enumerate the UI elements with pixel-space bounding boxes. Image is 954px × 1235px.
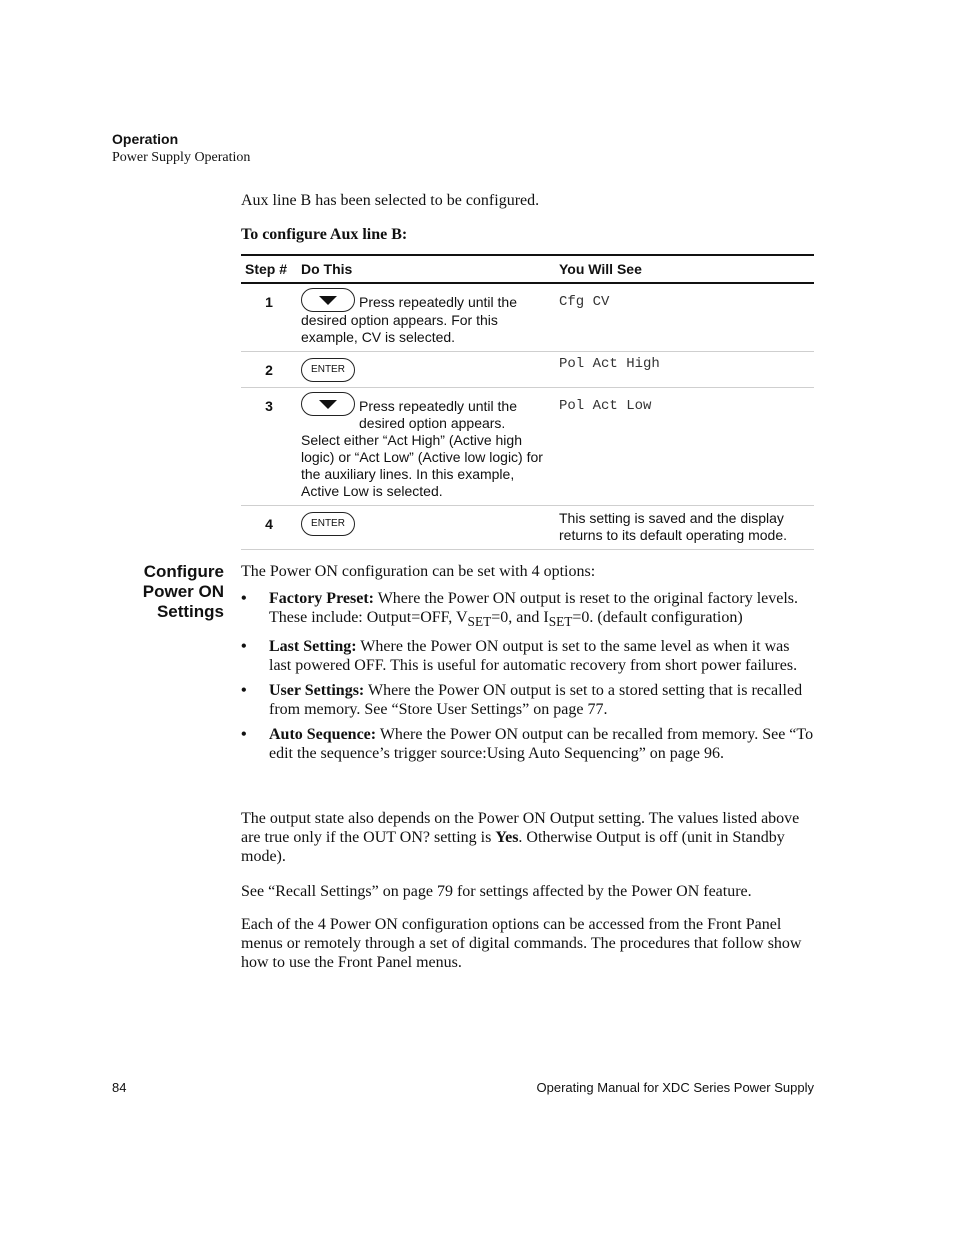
enter-key-icon: ENTER <box>301 512 355 536</box>
enter-key-icon: ENTER <box>301 358 355 382</box>
section-heading-line: Configure <box>143 562 224 581</box>
section-heading <box>120 562 224 622</box>
column-header-you-will-see: You Will See <box>555 255 814 283</box>
step-instruction <box>297 283 555 352</box>
intro-text: Aux line B has been selected to be configured. <box>241 192 540 209</box>
instruction-first-line: Press repeatedly until the <box>359 294 517 310</box>
instruction-first-line: Press repeatedly until the <box>359 398 517 414</box>
result-description: This setting is saved and the display returns to its default operating mode. <box>555 506 814 550</box>
table-row <box>241 506 814 550</box>
table-row <box>241 352 814 388</box>
step-number: 4 <box>241 506 297 550</box>
step-number: 2 <box>241 352 297 388</box>
paragraph-access: Each of the 4 Power ON configuration options can be accessed from the Front Panel menus or remotely through a set of digital commands. The procedures that follow show how to use the Front Panel menus. <box>241 916 802 971</box>
section-heading-line: Settings <box>156 602 224 621</box>
paragraph-recall-settings: See “Recall Settings” on page 79 for settings affected by the Power ON feature. <box>241 883 752 900</box>
bullet-icon: • <box>241 726 247 744</box>
list-item <box>241 637 814 675</box>
option-text: Where the Power ON output is set to a stored setting that is recalled from memory. See “Store User Settings” on page 77. <box>269 682 803 719</box>
step-instruction <box>297 388 555 506</box>
column-header-step: Step # <box>241 255 297 283</box>
down-arrow-key-icon <box>301 392 355 416</box>
list-item <box>241 725 814 763</box>
instruction-indent-line: desired option appears. <box>359 415 506 431</box>
table-row <box>241 388 814 506</box>
section-lead: The Power ON configuration can be set with 4 options: <box>241 563 596 580</box>
page-number: 84 <box>112 1080 127 1095</box>
running-footer-title: Operating Manual for XDC Series Power Supply <box>536 1080 814 1095</box>
steps-table <box>241 254 814 550</box>
option-text: Where the Power ON output is reset to the original factory levels. <box>377 590 799 607</box>
instruction-rest: desired option appears. For this example, CV is selected. <box>301 312 498 345</box>
table-row <box>241 283 814 352</box>
running-header-subsection: Power Supply Operation <box>112 150 251 165</box>
option-term: Factory Preset: <box>269 590 374 607</box>
option-term: Last Setting: <box>269 638 357 656</box>
instruction-rest: Select either “Act High” (Active high logic) or “Act Low” (Active low logic) for the auxiliary lines. In this example, Active Low is selected. <box>301 432 543 499</box>
option-extra: These include: Output=OFF, $V_{SET}=0$, and $I_{SET}=0$. (default configuration) <box>269 609 743 630</box>
option-term: User Settings: <box>269 682 365 700</box>
paragraph-output-state: The output state also depends on the Power ON Output setting. The values listed above are true only if the OUT ON? setting is Yes. Otherwise Output is off (unit in Standby mode). <box>241 810 800 865</box>
procedure-heading: To configure Aux line B: <box>241 226 408 243</box>
running-header-section: Operation <box>112 131 179 147</box>
option-term: Auto Sequence: <box>269 726 377 744</box>
section-heading-line: Power ON <box>142 582 224 601</box>
display-readout: Pol Act Low <box>555 388 814 506</box>
display-readout: Cfg CV <box>555 283 814 352</box>
step-number: 3 <box>241 388 297 506</box>
step-instruction <box>297 506 555 550</box>
display-readout: Pol Act High <box>555 352 814 388</box>
step-instruction <box>297 352 555 388</box>
list-item <box>241 589 814 631</box>
column-header-do-this: Do This <box>297 255 555 283</box>
table-header-row <box>241 255 814 283</box>
list-item <box>241 681 814 719</box>
step-number: 1 <box>241 283 297 352</box>
bullet-icon: • <box>241 590 247 607</box>
options-list <box>241 589 814 769</box>
bullet-icon: • <box>241 638 247 656</box>
option-text: Where the Power ON output is set to the same level as when it was last powered OFF. This is useful for automatic recovery from short power failures. <box>269 638 798 675</box>
down-arrow-key-icon <box>301 288 355 312</box>
option-text: Where the Power ON output can be recalled from memory. See “To edit the sequence’s trigger source:Using Auto Sequencing” on page 96. <box>269 726 814 763</box>
bullet-icon: • <box>241 682 247 700</box>
